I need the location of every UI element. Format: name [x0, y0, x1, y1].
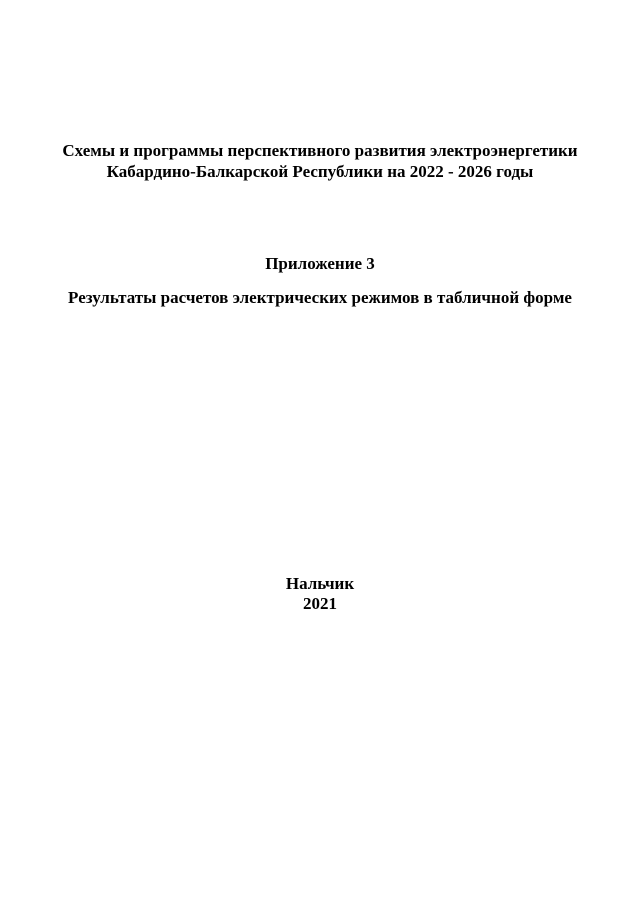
title-line-1: Схемы и программы перспективного развития электроэнергетики — [62, 141, 578, 160]
document-subtitle: Результаты расчетов электрических режимов в табличной форме — [68, 288, 572, 307]
city-name: Нальчик — [285, 574, 355, 593]
appendix-label: Приложение 3 — [265, 254, 375, 273]
title-line-2: Кабардино-Балкарской Республики на 2022 - 2026 годы — [106, 162, 534, 181]
document-year: 2021 — [303, 594, 337, 613]
